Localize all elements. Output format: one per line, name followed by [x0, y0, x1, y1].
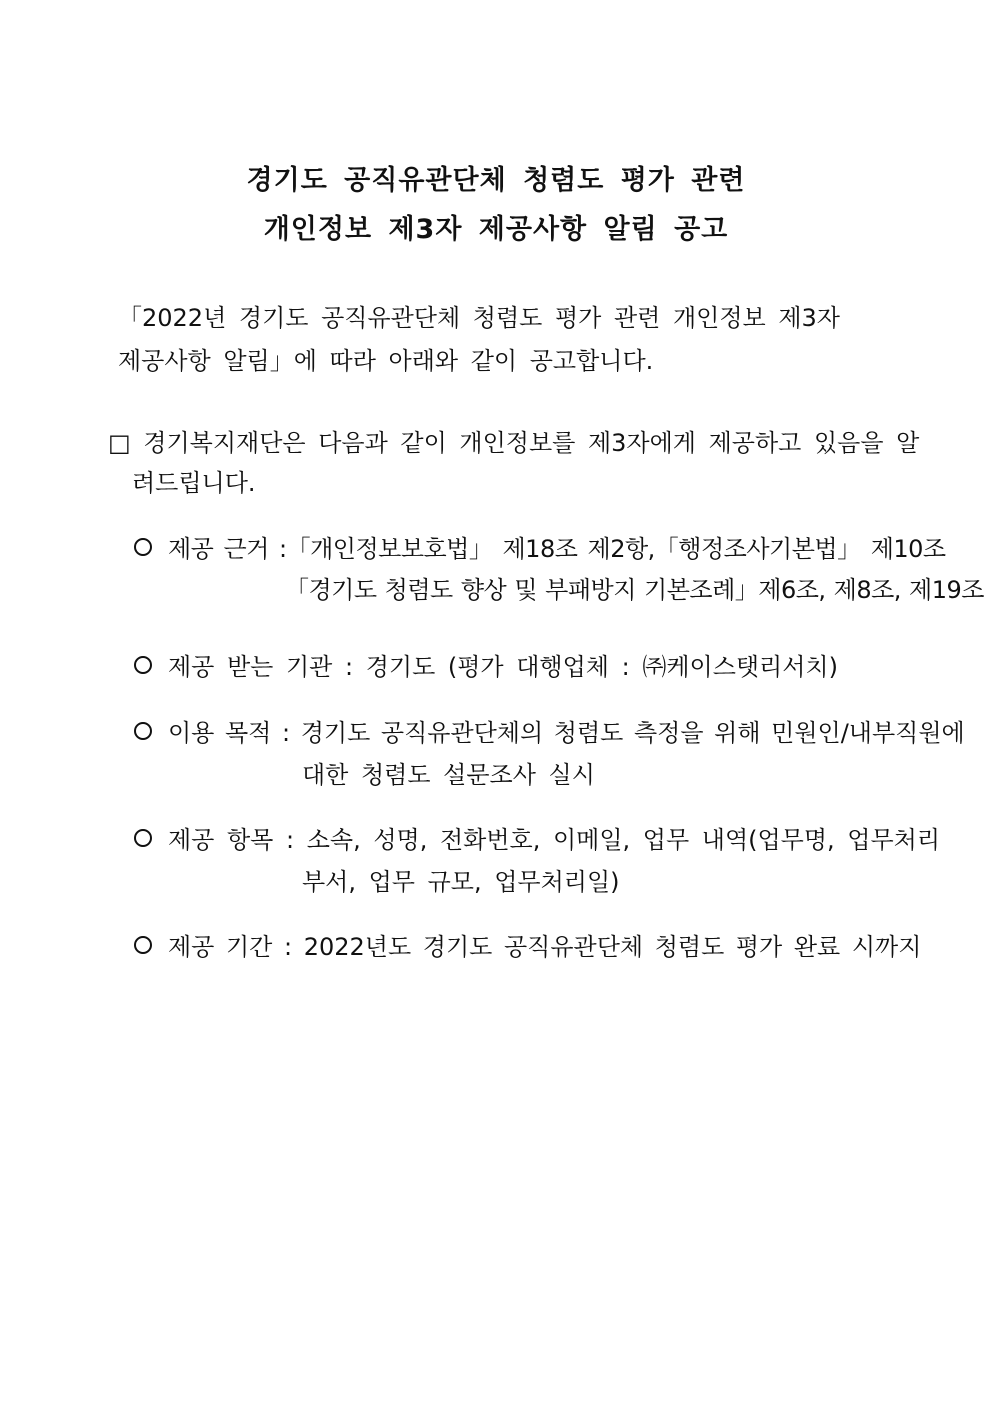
recipient-text: 제공 받는 기관 : 경기도 (평가 대행업체 : ㈜케이스탯리서치): [168, 653, 838, 681]
notice-text-line-2: 려드립니다.: [132, 469, 256, 497]
purpose-text-line-1: 이용 목적 : 경기도 공직유관단체의 청렴도 측정을 위해 민원인/내부직원에: [168, 719, 965, 747]
purpose-text-line-2: 대한 청렴도 설문조사 실시: [302, 761, 595, 789]
circle-bullet-icon: [134, 829, 152, 847]
fields-text-line-2: 부서, 업무 규모, 업무처리일): [302, 868, 620, 896]
intro-text-line-1: 「2022년 경기도 공직유관단체 청렴도 평가 관련 개인정보 제3자: [118, 304, 840, 332]
intro-text-line-2: 제공사항 알림」에 따라 아래와 같이 공고합니다.: [118, 347, 654, 375]
page-title-line-2: 개인정보 제3자 제공사항 알림 공고: [263, 214, 729, 245]
fields-text-line-1: 제공 항목 : 소속, 성명, 전화번호, 이메일, 업무 내역(업무명, 업무처리: [168, 826, 941, 854]
basis-text-line-2: 「경기도 청렴도 향상 및 부패방지 기본조례」제6조, 제8조, 제19조: [285, 576, 984, 604]
basis-text-line-1: 제공 근거 :「개인정보보호법」 제18조 제2항,「행정조사기본법」 제10조: [168, 535, 946, 563]
period-text: 제공 기간 : 2022년도 경기도 공직유관단체 청렴도 평가 완료 시까지: [168, 933, 922, 961]
page-title-line-1: 경기도 공직유관단체 청렴도 평가 관련: [246, 165, 746, 196]
circle-bullet-icon: [134, 936, 152, 954]
circle-bullet-icon: [134, 656, 152, 674]
circle-bullet-icon: [134, 538, 152, 556]
notice-text-line-1: □ 경기복지재단은 다음과 같이 개인정보를 제3자에게 제공하고 있음을 알: [108, 429, 920, 457]
circle-bullet-icon: [134, 722, 152, 740]
